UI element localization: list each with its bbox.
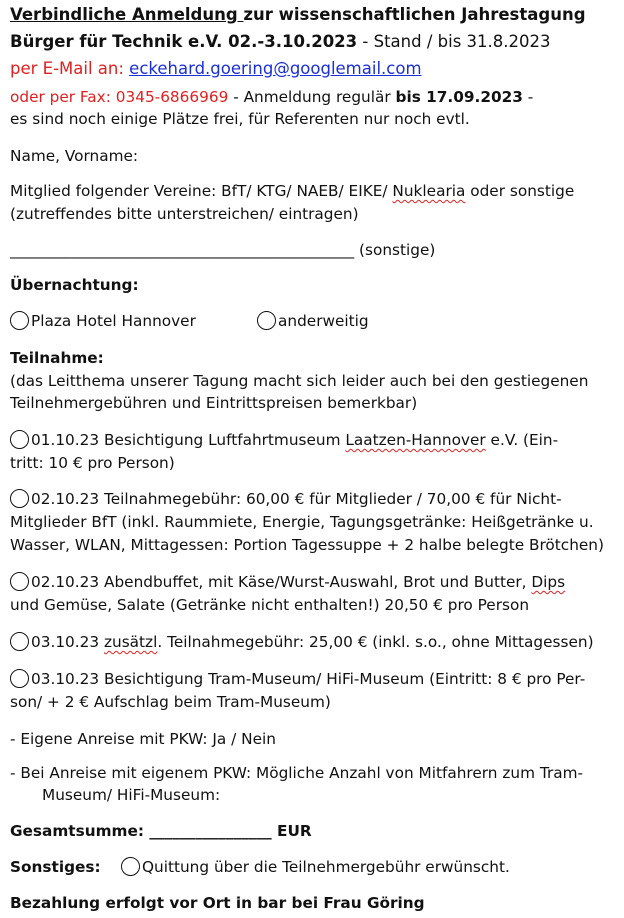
membership-text: Mitglied folgender Vereine: BfT/ KTG/ NAEB/ EIKE/ <box>10 182 393 200</box>
title-rest: zur wissenschaftlichen Jahrestagung <box>243 5 586 24</box>
membership-text-end: oder sonstige <box>465 182 575 200</box>
title-underlined: Verbindliche Anmeldung <box>10 5 244 24</box>
item-4[interactable] <box>10 632 594 652</box>
membership-other-label: (sonstige) <box>354 241 436 259</box>
participation-note-1: (das Leitthema unserer Tagung macht sich leider auch bei den gestiegenen <box>10 372 589 390</box>
radio-circle-icon[interactable] <box>121 857 140 876</box>
name-label: Name, Vorname: <box>10 147 139 165</box>
item-3-line-2: und Gemüse, Salate (Getränke nicht enthalten!) 20,50 € pro Person <box>10 596 530 614</box>
travel-passengers-line-2: Museum/ HiFi-Museum: <box>42 786 221 804</box>
item-1-text: 01.10.23 Besichtigung Luftfahrtmuseum <box>31 431 346 449</box>
receipt-label: Quittung über die Teilnehmergebühr erwünscht. <box>142 858 510 876</box>
radio-circle-icon[interactable] <box>10 311 29 330</box>
membership-other-blank[interactable]: _____________________________________________ <box>10 241 355 259</box>
item-1-text-end: e.V. (Ein- <box>485 431 559 449</box>
participation-heading: Teilnahme: <box>10 349 104 367</box>
misc-label: Sonstiges: <box>10 858 101 876</box>
item-3[interactable] <box>10 572 565 592</box>
item-1-line-2: tritt: 10 € pro Person) <box>10 454 175 472</box>
item-2-text: 02.10.23 Teilnahmegebühr: 60,00 € für Mitglieder / 70,00 € für Nicht- <box>31 490 562 508</box>
radio-circle-icon[interactable] <box>10 669 29 688</box>
item-5-text: 03.10.23 Besichtigung Tram-Museum/ HiFi-Museum (Eintritt: 8 € pro Per- <box>31 670 586 688</box>
email-line <box>10 59 422 79</box>
fax-line <box>10 87 533 107</box>
overnight-option-1[interactable] <box>10 311 196 331</box>
reg-text: - Anmeldung regulär <box>228 88 396 106</box>
document-title <box>10 5 586 25</box>
item-2-line-3: Wasser, WLAN, Mittagessen: Portion Tagessuppe + 2 halbe belegte Brötchen) <box>10 536 604 554</box>
overnight-option-2[interactable] <box>257 311 369 331</box>
email-label: per E-Mail an: <box>10 59 130 78</box>
radio-circle-icon[interactable] <box>10 632 29 651</box>
item-1[interactable] <box>10 430 558 450</box>
overnight-option-2-label: anderweitig <box>278 312 369 330</box>
item-3-text: 02.10.23 Abendbuffet, mit Käse/Wurst-Auswahl, Brot und Butter, <box>31 573 532 591</box>
stand-text: - Stand / bis 31.8.2023 <box>357 32 551 51</box>
item-5-line-2: son/ + 2 € Aufschlag beim Tram-Museum) <box>10 693 331 711</box>
participation-note-2: Teilnehmergebühren und Eintrittspreisen bemerkbar) <box>10 394 418 412</box>
reg-tail: - <box>522 88 534 106</box>
total-line <box>10 821 312 841</box>
event-line <box>10 32 551 52</box>
total-label: Gesamtsumme: <box>10 822 150 840</box>
item-5[interactable] <box>10 669 585 689</box>
radio-circle-icon[interactable] <box>257 311 276 330</box>
org-date: Bürger für Technik e.V. 02.-3.10.2023 <box>10 32 358 51</box>
travel-passengers: - Bei Anreise mit eigenem PKW: Mögliche Anzahl von Mitfahrern zum Tram- <box>10 764 584 782</box>
reg-date: bis 17.09.2023 <box>395 88 523 106</box>
travel-own-car: - Eigene Anreise mit PKW: Ja / Nein <box>10 730 276 748</box>
receipt-option[interactable] <box>121 857 510 877</box>
radio-circle-icon[interactable] <box>10 572 29 591</box>
total-currency: EUR <box>271 822 312 840</box>
membership-line <box>10 181 574 201</box>
item-2-line-2: Mitglieder BfT (inkl. Raummiete, Energie, Tagungsgetränke: Heißgetränke u. <box>10 513 594 531</box>
item-2[interactable] <box>10 489 562 509</box>
membership-nuklearia: Nuklearia <box>392 182 466 200</box>
membership-hint: (zutreffendes bitte unterstreichen/ eintragen) <box>10 205 359 223</box>
total-blank[interactable]: ________________ <box>149 822 272 840</box>
item-1-place: Laatzen-Hannover <box>345 431 486 449</box>
item-4-zusaetzl: zusätzl <box>103 633 158 651</box>
payment-note: Bezahlung erfolgt vor Ort in bar bei Frau Göring <box>10 894 425 912</box>
overnight-option-1-label: Plaza Hotel Hannover <box>31 312 196 330</box>
item-4-date: 03.10.23 <box>31 633 104 651</box>
places-note: es sind noch einige Plätze frei, für Referenten nur noch evtl. <box>10 110 470 128</box>
item-3-dips: Dips <box>531 573 566 591</box>
membership-other-line <box>10 240 435 260</box>
email-link[interactable]: eckehard.goering@googlemail.com <box>129 59 422 78</box>
radio-circle-icon[interactable] <box>10 430 29 449</box>
fax-label: oder per Fax: 0345-6866969 <box>10 88 229 106</box>
item-4-text: . Teilnahmegebühr: 25,00 € (inkl. s.o., ohne Mittagessen) <box>157 633 594 651</box>
radio-circle-icon[interactable] <box>10 489 29 508</box>
overnight-heading: Übernachtung: <box>10 276 139 294</box>
